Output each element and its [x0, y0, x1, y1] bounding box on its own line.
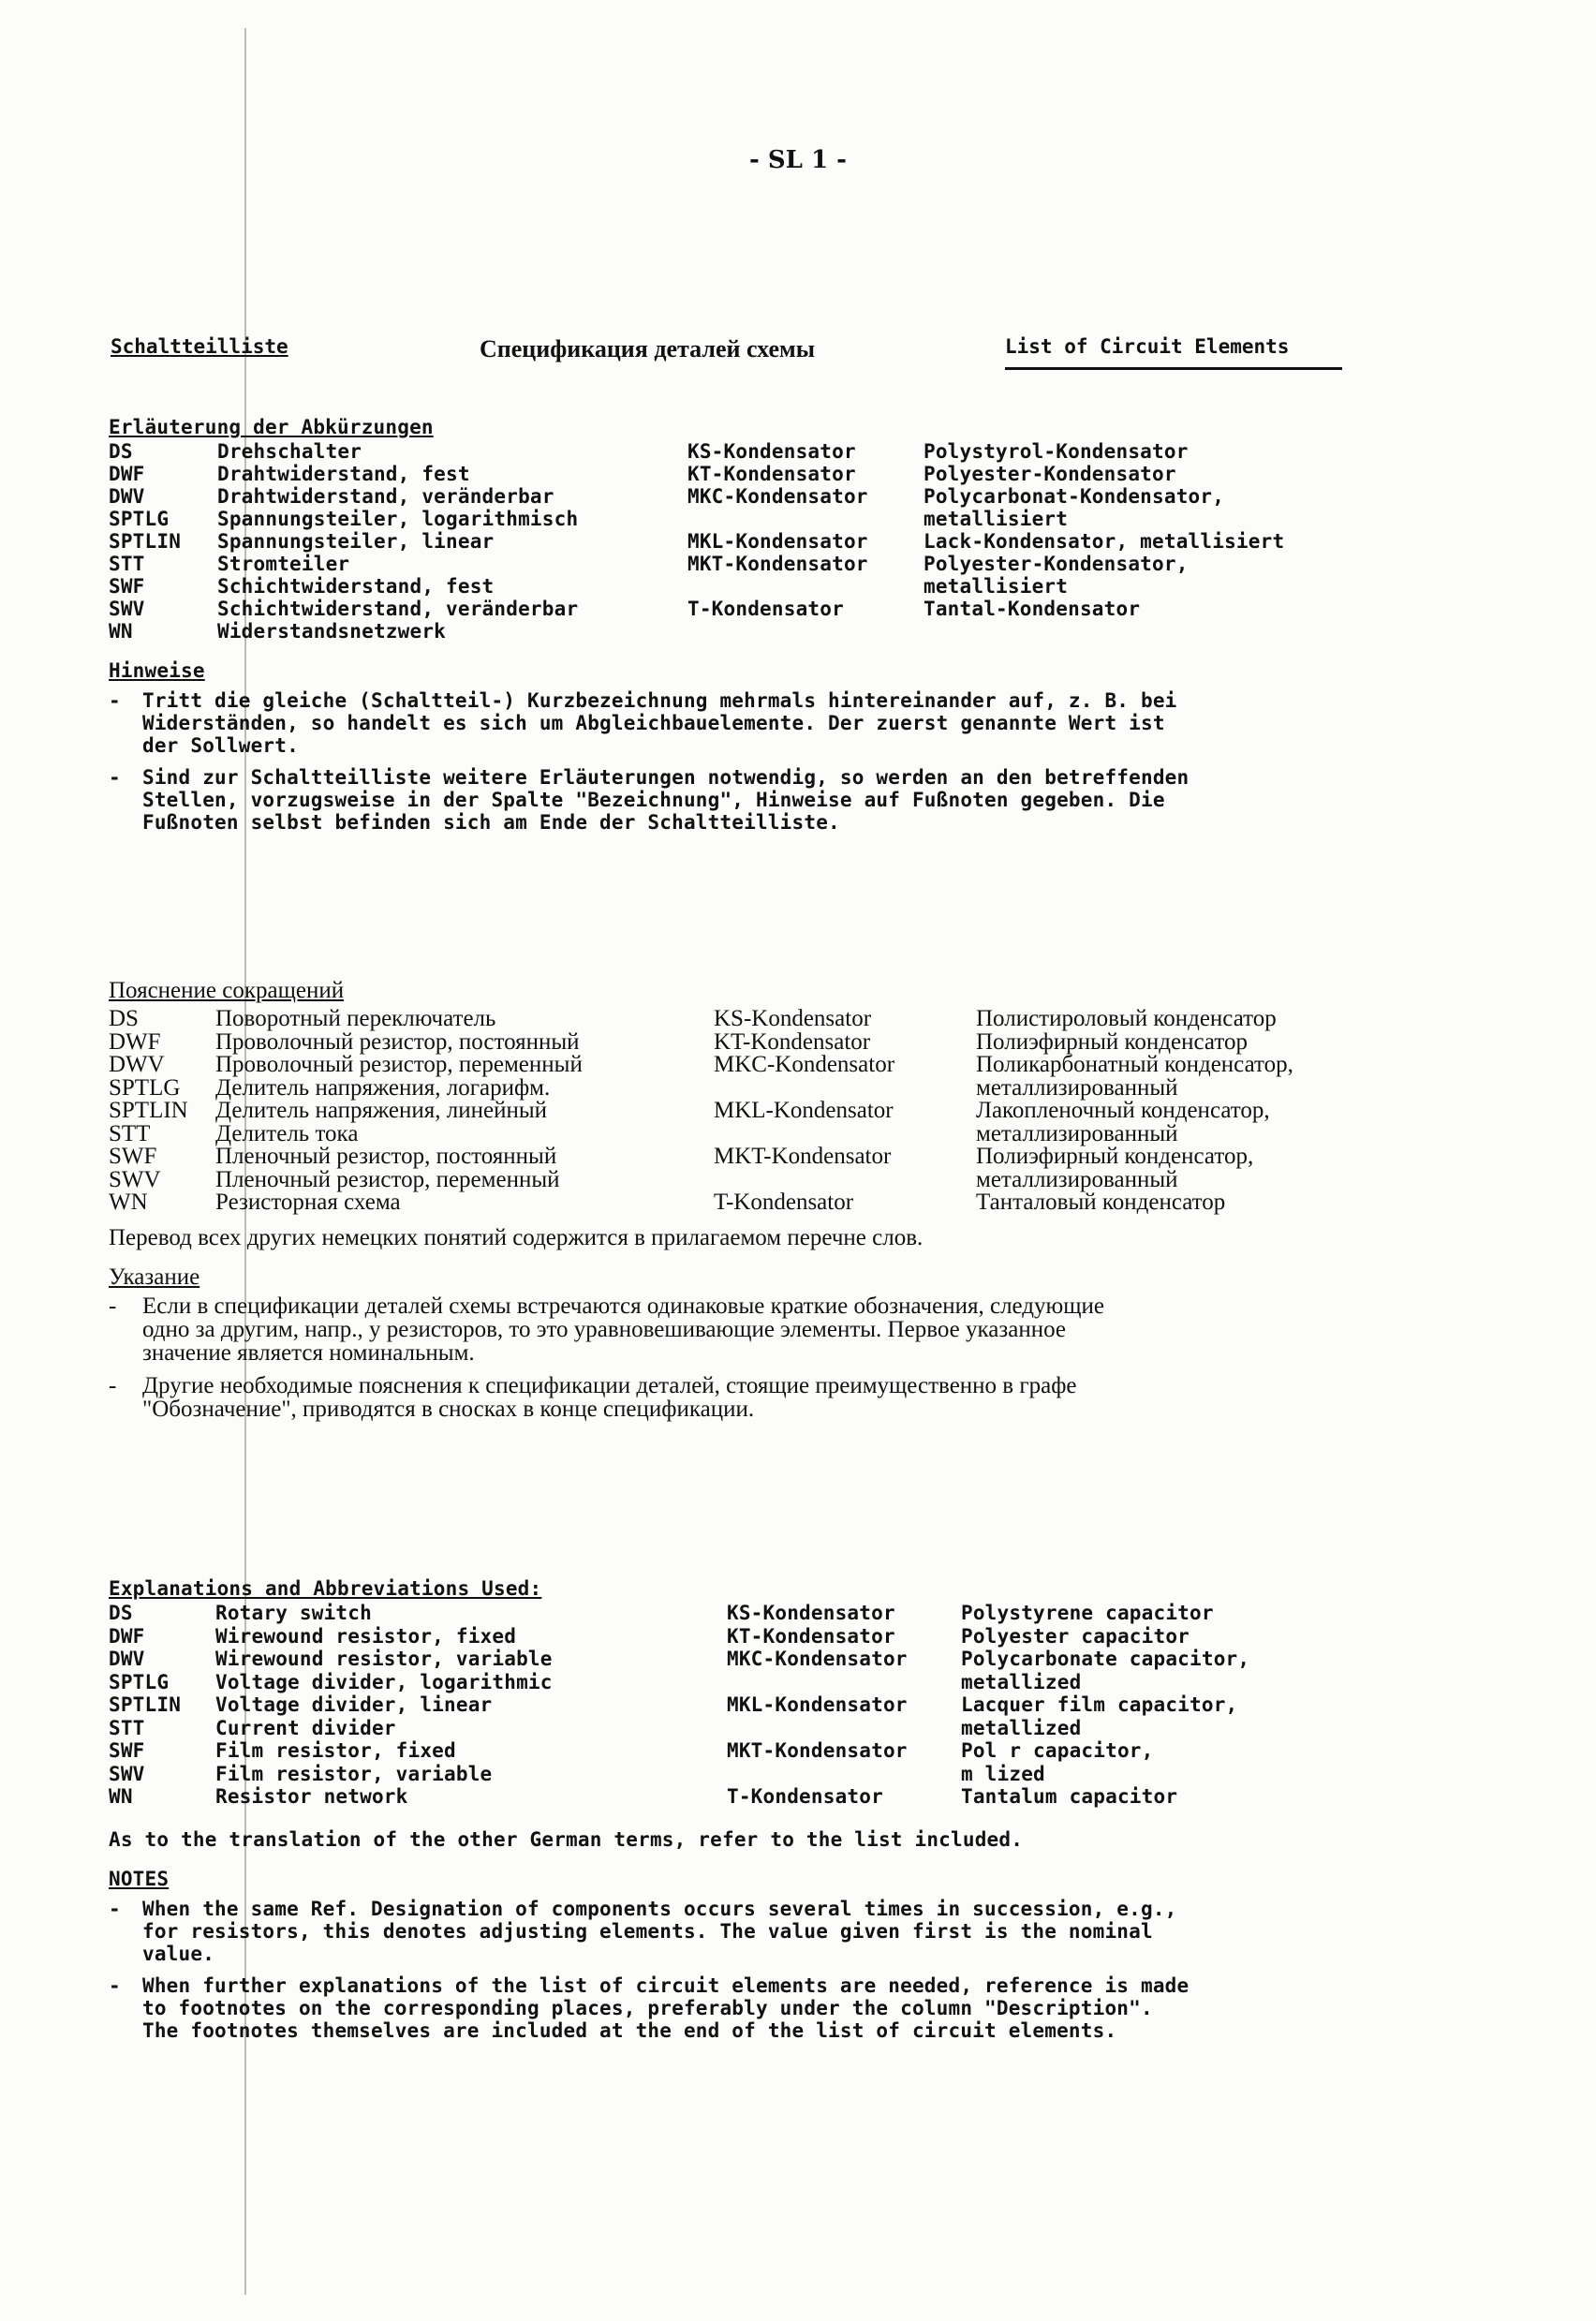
- title-underline: [1005, 367, 1342, 370]
- russian-note-2: - Другие необходимые пояснения к спецификации деталей, стоящие преимущественно в графе "Обозначение", приводятся в сносках в конце спецификации.: [109, 1373, 1077, 1422]
- abbreviation-description: Drahtwiderstand, veränderbar: [217, 485, 554, 508]
- abbreviation: WN: [109, 1190, 148, 1215]
- capacitor-description: Танталовый конденсатор: [976, 1190, 1226, 1215]
- english-notes: [109, 1898, 1364, 2042]
- abbreviation: SWV: [109, 598, 145, 620]
- capacitor-type: MKT-Kondensator: [687, 553, 868, 575]
- capacitor-description: Полиэфирный конденсатор: [976, 1028, 1248, 1055]
- capacitor-description: Polycarbonat-Kondensator,: [924, 485, 1225, 508]
- abbreviation-description: Пленочный резистор, постоянный: [215, 1144, 557, 1169]
- abbreviation: DWF: [109, 463, 145, 485]
- german-abbreviation-table: [109, 440, 1364, 643]
- english-abbreviation-table: [109, 1602, 1364, 1810]
- english-translation-note: As to the translation of the other German terms, refer to the list included.: [109, 1828, 1024, 1851]
- russian-section: [109, 978, 1364, 1421]
- capacitor-type: MKL-Kondensator: [727, 1693, 908, 1716]
- russian-translation-note: Перевод всех других немецких понятий содержится в прилагаемом перечне слов.: [109, 1225, 924, 1250]
- abbreviation-description: Wirewound resistor, variable: [215, 1648, 553, 1670]
- english-section: [109, 1577, 1364, 2042]
- abbreviation: WN: [109, 1785, 133, 1808]
- capacitor-type: KT-Kondensator: [714, 1028, 871, 1055]
- abbreviation-description: Spannungsteiler, logarithmisch: [217, 508, 579, 530]
- abbreviation: SPTLG: [109, 1074, 181, 1101]
- capacitor-description: Pol r capacitor,: [961, 1739, 1154, 1762]
- abbreviation: DS: [109, 1006, 139, 1031]
- abbreviation-description: Делитель напряжения, логарифм.: [215, 1074, 551, 1101]
- russian-note-1: - Если в спецификации деталей схемы встречаются одинаковые краткие обозначения, следующие одно за другим, напр., у резисторов, то это уравновешивающие элементы. Первое указанное значение является номинальным.: [109, 1294, 1104, 1366]
- abbreviation: DS: [109, 440, 133, 463]
- capacitor-description: Polystyrene capacitor: [961, 1602, 1214, 1624]
- capacitor-type: T-Kondensator: [714, 1190, 854, 1215]
- capacitor-type: MKL-Kondensator: [687, 530, 868, 553]
- russian-notes: [109, 1294, 1364, 1421]
- german-notes-heading: Hinweise: [109, 659, 205, 682]
- abbreviation-description: Resistor network: [215, 1785, 408, 1808]
- capacitor-description: metallisiert: [924, 508, 1069, 530]
- abbreviation: SPTLIN: [109, 1693, 182, 1716]
- abbreviation-description: Wirewound resistor, fixed: [215, 1624, 517, 1648]
- abbreviation-description: Film resistor, variable: [215, 1762, 493, 1785]
- title-english: List of Circuit Elements: [1005, 335, 1290, 358]
- capacitor-description: Tantalum capacitor: [961, 1785, 1178, 1808]
- abbreviation: DWF: [109, 1028, 161, 1055]
- abbreviation-description: Voltage divider, linear: [215, 1693, 493, 1716]
- abbreviation: SWV: [109, 1762, 145, 1785]
- german-note-1: - Tritt die gleiche (Schaltteil-) Kurzbezeichnung mehrmals hintereinander auf, z. B. bei Widerständen, so handelt es sich um Abgleichbauelemente. Der zuerst genannte Wert ist der Sollwert.: [109, 689, 1177, 757]
- capacitor-description: metallized: [961, 1670, 1082, 1693]
- capacitor-description: Полистироловый конденсатор: [976, 1006, 1277, 1031]
- capacitor-description: Поликарбонатный конденсатор,: [976, 1052, 1293, 1077]
- title-russian: Спецификация деталей схемы: [480, 335, 816, 362]
- abbreviation-description: Stromteiler: [217, 553, 350, 575]
- abbreviation: DWV: [109, 485, 145, 508]
- abbreviation-description: Voltage divider, logarithmic: [215, 1670, 553, 1693]
- capacitor-type: KT-Kondensator: [727, 1624, 895, 1648]
- abbreviation-description: Spannungsteiler, linear: [217, 530, 495, 553]
- english-notes-heading: NOTES: [109, 1868, 170, 1890]
- capacitor-description: металлизированный: [976, 1166, 1178, 1192]
- page-number: - SL 1 -: [749, 146, 847, 174]
- capacitor-description: Polyester-Kondensator: [924, 463, 1176, 485]
- capacitor-description: Tantal-Kondensator: [924, 598, 1141, 620]
- abbreviation: SWV: [109, 1166, 161, 1192]
- capacitor-description: металлизированный: [976, 1120, 1178, 1146]
- abbreviation-description: Делитель тока: [215, 1120, 359, 1146]
- capacitor-type: MKC-Kondensator: [714, 1052, 895, 1077]
- abbreviation-description: Film resistor, fixed: [215, 1739, 456, 1762]
- capacitor-description: Polyester-Kondensator,: [924, 553, 1189, 575]
- abbreviation: DS: [109, 1602, 133, 1624]
- abbreviation-description: Проволочный резистор, переменный: [215, 1052, 583, 1077]
- capacitor-description: m lized: [961, 1762, 1045, 1785]
- abbreviation: DWF: [109, 1624, 145, 1648]
- german-abbreviations-heading: Erläuterung der Abkürzungen: [109, 416, 434, 438]
- capacitor-type: KS-Kondensator: [687, 440, 856, 463]
- capacitor-description: Лакопленочный конденсатор,: [976, 1098, 1270, 1123]
- abbreviation: STT: [109, 553, 145, 575]
- abbreviation-description: Schichtwiderstand, fest: [217, 575, 495, 598]
- abbreviation-description: Пленочный резистор, переменный: [215, 1166, 560, 1192]
- capacitor-description: Polyester capacitor: [961, 1624, 1190, 1648]
- abbreviation-description: Schichtwiderstand, veränderbar: [217, 598, 579, 620]
- capacitor-type: MKT-Kondensator: [727, 1739, 908, 1762]
- abbreviation: WN: [109, 620, 133, 643]
- capacitor-description: Полиэфирный конденсатор,: [976, 1144, 1254, 1169]
- capacitor-description: металлизированный: [976, 1074, 1178, 1101]
- capacitor-type: KT-Kondensator: [687, 463, 856, 485]
- abbreviation: SPTLG: [109, 1670, 170, 1693]
- abbreviation-description: Rotary switch: [215, 1602, 372, 1624]
- abbreviation: SPTLIN: [109, 530, 182, 553]
- capacitor-description: Polystyrol-Kondensator: [924, 440, 1189, 463]
- russian-notes-heading: Указание: [109, 1264, 200, 1290]
- german-notes: [109, 689, 1364, 834]
- abbreviation-description: Резисторная схема: [215, 1190, 401, 1215]
- capacitor-type: KS-Kondensator: [727, 1602, 895, 1624]
- english-note-1: - When the same Ref. Designation of components occurs several times in succession, e.g., for resistors, this denotes adjusting elements. The value given first is the nominal value.: [109, 1898, 1177, 1965]
- abbreviation: DWV: [109, 1052, 165, 1077]
- capacitor-type: MKC-Kondensator: [727, 1648, 908, 1670]
- capacitor-type: MKC-Kondensator: [687, 485, 868, 508]
- english-note-2: - When further explanations of the list of circuit elements are needed, reference is made to footnotes on the corresponding places, preferably under the column "Description". The footnotes themselves are included at the end of the list of circuit elements.: [109, 1974, 1190, 2042]
- abbreviation-description: Поворотный переключатель: [215, 1006, 496, 1031]
- abbreviation: SWF: [109, 1144, 157, 1169]
- abbreviation: SWF: [109, 1739, 145, 1762]
- capacitor-description: Lacquer film capacitor,: [961, 1693, 1238, 1716]
- german-note-2: - Sind zur Schaltteilliste weitere Erläuterungen notwendig, so werden an den betreffenden Stellen, vorzugsweise in der Spalte "Bezeichnung", Hinweise auf Fußnoten gegeben. Die Fußnoten selbst befinden sich am Ende der Schaltteilliste.: [109, 766, 1190, 834]
- russian-abbreviations-heading: Пояснение сокращений: [109, 978, 345, 1003]
- abbreviation: STT: [109, 1716, 145, 1739]
- english-abbreviations-heading: Explanations and Abbreviations Used:: [109, 1577, 542, 1600]
- abbreviation-description: Drehschalter: [217, 440, 362, 463]
- capacitor-type: KS-Kondensator: [714, 1006, 872, 1031]
- abbreviation: SPTLG: [109, 508, 170, 530]
- abbreviation-description: Widerstandsnetzwerk: [217, 620, 447, 643]
- capacitor-type: T-Kondensator: [687, 598, 844, 620]
- abbreviation: SWF: [109, 575, 145, 598]
- capacitor-type: T-Kondensator: [727, 1785, 883, 1808]
- abbreviation: SPTLIN: [109, 1098, 188, 1123]
- abbreviation-description: Current divider: [215, 1716, 396, 1739]
- abbreviation: DWV: [109, 1648, 145, 1670]
- capacitor-description: metallisiert: [924, 575, 1069, 598]
- abbreviation-description: Drahtwiderstand, fest: [217, 463, 470, 485]
- german-section: [109, 416, 1364, 834]
- title-german: Schaltteilliste: [111, 335, 288, 358]
- capacitor-type: MKL-Kondensator: [714, 1098, 894, 1123]
- capacitor-type: MKT-Kondensator: [714, 1144, 892, 1169]
- abbreviation: STT: [109, 1120, 151, 1146]
- russian-abbreviation-table: [109, 1006, 1364, 1214]
- capacitor-description: metallized: [961, 1716, 1082, 1739]
- capacitor-description: Polycarbonate capacitor,: [961, 1648, 1250, 1670]
- abbreviation-description: Проволочный резистор, постоянный: [215, 1028, 580, 1055]
- capacitor-description: Lack-Kondensator, metallisiert: [924, 530, 1285, 553]
- abbreviation-description: Делитель напряжения, линейный: [215, 1098, 548, 1123]
